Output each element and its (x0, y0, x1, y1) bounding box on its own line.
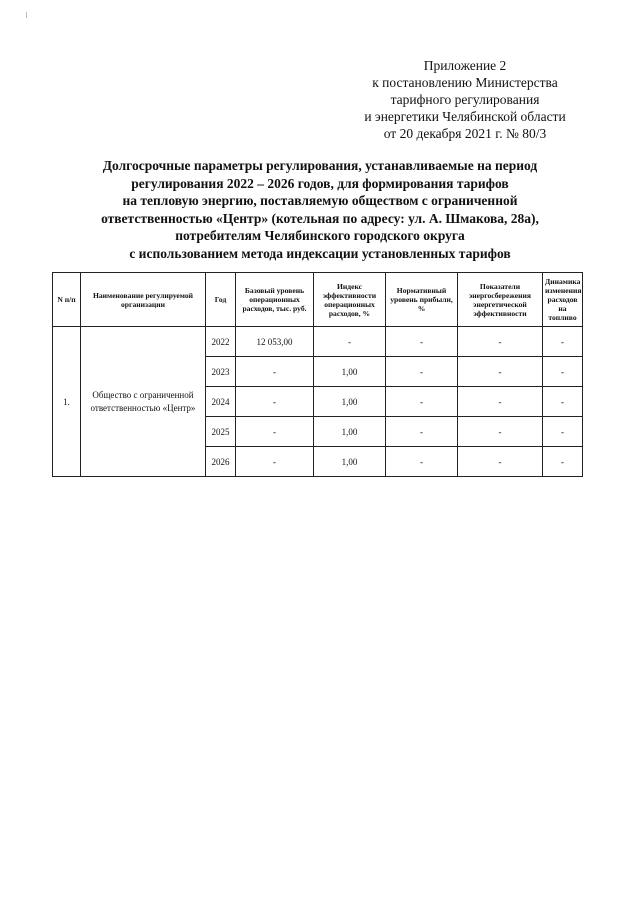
header-fuel-dynamics: Динамика изменения расходов на топливо (543, 273, 583, 327)
header-number: N п/п (53, 273, 81, 327)
base-expenses-cell: - (236, 387, 314, 417)
appendix-line: от 20 декабря 2021 г. № 80/3 (383, 126, 547, 141)
header-year: Год (206, 273, 236, 327)
header-energy-saving: Показатели энергосбережения энергетической эффективности (458, 273, 543, 327)
profit-level-cell: - (386, 387, 458, 417)
title-line: на тепловую энергию, поставляемую обществом с ограниченной (122, 193, 518, 208)
efficiency-index-cell: - (314, 327, 386, 357)
document-title (60, 157, 580, 262)
year-cell: 2025 (206, 417, 236, 447)
efficiency-index-cell: 1,00 (314, 447, 386, 477)
appendix-line: тарифного регулирования (390, 92, 540, 107)
efficiency-index-cell: 1,00 (314, 417, 386, 447)
year-cell: 2024 (206, 387, 236, 417)
title-line: регулирования 2022 – 2026 годов, для формирования тарифов (131, 175, 509, 191)
header-efficiency-index: Индекс эффективности операционных расходов, % (314, 273, 386, 327)
title-line: Долгосрочные параметры регулирования, устанавливаемые на период (102, 158, 538, 173)
base-expenses-cell: 12 053,00 (236, 327, 314, 357)
base-expenses-cell: - (236, 357, 314, 387)
organization-name: Общество с ограниченной ответственностью «Центр» (81, 327, 206, 477)
year-cell: 2026 (206, 447, 236, 477)
efficiency-index-cell: 1,00 (314, 357, 386, 387)
scan-mark (26, 12, 27, 18)
energy-saving-cell: - (458, 327, 543, 357)
header-base-expenses: Базовый уровень операционных расходов, тыс. руб. (236, 273, 314, 327)
base-expenses-cell: - (236, 417, 314, 447)
year-cell: 2022 (206, 327, 236, 357)
profit-level-cell: - (386, 327, 458, 357)
appendix-line: к постановлению Министерства (372, 75, 558, 90)
fuel-dynamics-cell: - (543, 327, 583, 357)
appendix-line: Приложение 2 (423, 58, 507, 73)
table-header-row (53, 273, 583, 327)
energy-saving-cell: - (458, 447, 543, 477)
fuel-dynamics-cell: - (543, 447, 583, 477)
energy-saving-cell: - (458, 357, 543, 387)
efficiency-index-cell: 1,00 (314, 387, 386, 417)
header-organization: Наименование регулируемой организации (81, 273, 206, 327)
profit-level-cell: - (386, 447, 458, 477)
energy-saving-cell: - (458, 417, 543, 447)
year-cell: 2023 (206, 357, 236, 387)
title-line: ответственностью «Центр» (котельная по адресу: ул. А. Шмакова, 28а), (101, 210, 539, 226)
profit-level-cell: - (386, 417, 458, 447)
appendix-line: и энергетики Челябинской области (364, 109, 566, 124)
title-line: с использованием метода индексации установленных тарифов (129, 245, 511, 261)
appendix-header (340, 57, 590, 142)
row-number: 1. (53, 327, 81, 477)
base-expenses-cell: - (236, 447, 314, 477)
parameters-table (52, 272, 583, 477)
fuel-dynamics-cell: - (543, 387, 583, 417)
fuel-dynamics-cell: - (543, 417, 583, 447)
title-line: потребителям Челябинского городского округа (175, 228, 465, 243)
table-row (53, 327, 583, 357)
profit-level-cell: - (386, 357, 458, 387)
energy-saving-cell: - (458, 387, 543, 417)
header-profit-level: Нормативный уровень прибыли, % (386, 273, 458, 327)
fuel-dynamics-cell: - (543, 357, 583, 387)
